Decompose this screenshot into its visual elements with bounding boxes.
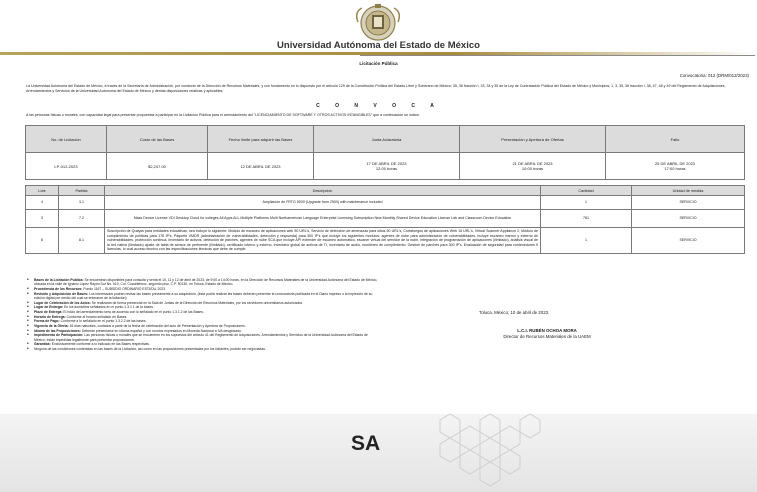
list-item xyxy=(26,347,378,351)
document-title: Licitación Pública xyxy=(359,61,398,66)
intro-paragraph: La Universidad Autónoma del Estado de México, a través de la Secretaría de Administración, por conducto de la Dirección de Recursos Materiales, y con fundamento en lo dispuesto por el artículo 129 de la Constitución Política del Estado Libre y Soberano de México; 35, 36 fracción I, 33, 34 y 35 de la Ley de Contratación Pública del Estado de México y Municipios; 1, 3, 35, 36 fracción I, 38, 47, 48 y 49 del Reglamento de Adquisiciones, Arrendamientos y Servicios de la Universidad Autónoma del Estado de México y demás disposiciones relativas y aplicables; xyxy=(26,84,726,93)
list-item xyxy=(26,305,378,309)
bases-cost: $2,247.00 xyxy=(107,153,208,180)
col-header: Descripción xyxy=(105,186,541,196)
item-label: Forma de Pago: xyxy=(34,319,60,324)
signer-name: L.C.I. RUBÉN OCHOA MORA xyxy=(517,328,577,333)
item-text: Deberán presentarse en idioma español y con montos expresados en Moneda Nacional a IVA desglosado. xyxy=(81,328,242,333)
schedule-header-row xyxy=(26,126,745,153)
fallo-date: 25 DE ABRIL DE 2023 xyxy=(654,161,696,166)
description-cell: Mass Device License VDI Desktop Cloud for colleges All Apps ALL Multiple Platforms Multi Northamerican Language Enterprise Licensing Subscription New Monthly Shared Device Education License Lab and Classroom Device Education xyxy=(105,210,541,228)
junta-cell xyxy=(314,153,460,180)
convoca-heading: C O N V O C A xyxy=(316,103,441,109)
item-text: El inicio del arrendamiento será de acuerdo con lo señalado en el punto 1.3.1.2 de las Bases. xyxy=(63,310,204,315)
item-label: Impedimento de Participación: xyxy=(34,333,84,338)
unit-cell: SERVICIO xyxy=(632,228,745,254)
item-label: Horario de Entrega: xyxy=(34,314,66,319)
list-item xyxy=(26,324,378,328)
items-header-row xyxy=(26,186,745,196)
apertura-time: 10:00 horas xyxy=(521,166,544,171)
quantity-cell: 761 xyxy=(541,210,632,228)
signer-position: Director de Recursos Materiales de la UAEM xyxy=(503,334,591,339)
list-item xyxy=(26,319,378,323)
unit-cell: SERVICIO xyxy=(632,210,745,228)
partida-cell: 3.1 xyxy=(59,196,105,210)
list-item xyxy=(26,315,378,319)
item-label: Procedencia de los Recursos: xyxy=(34,286,83,291)
col-header: Costo de las Bases xyxy=(107,126,208,153)
junta-time: 12:00 horas xyxy=(375,166,398,171)
header-rule xyxy=(360,55,755,56)
table-row xyxy=(26,210,745,228)
table-row xyxy=(26,196,745,210)
lote-cell: 8 xyxy=(26,228,59,254)
list-item xyxy=(26,329,378,333)
schedule-table xyxy=(25,125,745,180)
item-text: Ninguna de las condiciones contenidas en las bases de la Licitación, así como en las proposiciones presentadas por los licitantes, podrán ser negociadas. xyxy=(34,347,266,352)
description-cell: Suscripción de Quayss para entidades educativas, sea incluye lo siguiente: Módulo de escaneo de aplicaciones web 50 URL's, Servicio de detección de amenazas para sitios 50 URL's, Cortafuegos de aplicaciones Web 15 URL's, Virtual Scanner Appliance 2, Módulo de cumplimiento de políticas para 178 IP's, Paquete VMDR (administración de vulnerabilidades, detección y respuesta) para 300 IP's que incluye los siguientes módulos: agentes de nube para administración de vulnerabilidades, incluye escaneo interno y externo de vulnerabilidades, protección continua, inventario de activos, detección de parches, agentes de nube SCA que incluye API extender de escaneo automático, escaner virtual del servidor de la nube, integración de programación de aplicaciones (ilimitado), análisis visual de la red nativa (ilimitado) ajuste de tabla de sensor de pertinente (ilimitado), certificado interno y externo, inventario global de activos de TI, inventario de audio, monitoreo de cumplimiento. Gestión de parches para 300 IP's. Evaluación de seguridad para contenedores 5 licencias, lo cual acceso técnico con las especificaciones técnicas que debe de cumplir. xyxy=(105,228,541,254)
list-item xyxy=(26,278,378,287)
signature-block xyxy=(479,310,615,340)
list-item xyxy=(26,292,378,301)
item-label: Garantías: xyxy=(34,342,51,347)
description-cell: Ampliación de FRTG 5000 (Upgrade from 2500) with maintenance included xyxy=(105,196,541,210)
conditions-list xyxy=(26,278,378,352)
item-text: Exclusivamente conforme a lo indicado en las Bases respectivas. xyxy=(51,342,150,347)
items-table xyxy=(25,185,745,254)
university-crest-icon xyxy=(350,2,406,42)
quantity-cell: 1 xyxy=(541,196,632,210)
item-label: Revisión y Adquisición de Bases: xyxy=(34,291,89,296)
item-label: Lugar de Celebración de los Actos: xyxy=(34,300,91,305)
item-text: Los interesados podrán revisar las bases previamente a su adquisición, (ésta podrá realizar las bases deberán presentar la convocatoria publicada en el Diario impreso o la impresión de su edición digital por medio del cual se enteraron de la licitación). xyxy=(34,291,373,300)
apertura-cell xyxy=(460,153,606,180)
partida-cell: 7.2 xyxy=(59,210,105,228)
table-row xyxy=(26,228,745,254)
quantity-cell: 1 xyxy=(541,228,632,254)
col-header: Partida xyxy=(59,186,105,196)
item-text: 45 días naturales, contados a partir de la fecha de celebración del acto de Presentación y Apertura de Proposiciones. xyxy=(69,324,246,329)
item-label: Lugar de Entrega: xyxy=(34,305,64,310)
col-header: Fallo xyxy=(606,126,745,153)
item-label: Plazo de Entrega: xyxy=(34,310,63,315)
col-header: Unidad de medida xyxy=(632,186,745,196)
list-item xyxy=(26,301,378,305)
junta-date: 17 DE ABRIL DE 2023 xyxy=(366,161,407,166)
item-text: Se encuentran disponibles para consulta y venta el 10, 11 y 12 de abril de 2023, de 9:00 a 14:00 horas, en la Dirección de Recursos Materiales de la Universidad Autónoma del Estado de México, ubicada en la calle de Ignacio López Rayón Sur No. 610, Col. Cuauhtémoc, segundo piso, C.P. 50130, en Toluca, Estado de México. xyxy=(34,278,378,287)
hexagon-pattern-icon xyxy=(420,410,550,492)
item-label: Idioma de las Proposiciones: xyxy=(34,328,81,333)
footer-logo: SA xyxy=(351,432,381,455)
col-header: Cantidad xyxy=(541,186,632,196)
list-item xyxy=(26,310,378,314)
convocatoria-number: Convocatoria: 012 (DRM/012/2023) xyxy=(679,73,749,78)
place-date: Toluca, México; 10 de abril de 2023. xyxy=(479,310,550,315)
item-text: Conforme a lo señalado en el punto 1.3.2.2 de las bases. xyxy=(60,319,147,324)
col-header: Junta Aclaratoria xyxy=(314,126,460,153)
fallo-cell xyxy=(606,153,745,180)
unit-cell: SERVICIO xyxy=(632,196,745,210)
item-text: Se realizarán de forma presencial en la Sala de Juntas de la Dirección de Recursos Materiales, por los servidores universitarios autorizados. xyxy=(91,300,304,305)
col-header: Lote xyxy=(26,186,59,196)
list-item xyxy=(26,287,378,291)
deadline-date: 12 DE ABRIL DE 2023 xyxy=(208,153,314,180)
item-text: Fondo 1167 – SUBSIDIO ORDINARIO ESTATAL 2023. xyxy=(83,286,166,291)
col-header: Fecha límite para adquirir las Bases xyxy=(208,126,314,153)
list-item xyxy=(26,342,378,346)
licitacion-number: LP-012-2023 xyxy=(26,153,107,180)
invitation-paragraph: A las personas físicas o morales, con capacidad legal para presentar propuestas a participar en la Licitación Pública para el arrendamiento del "LICENCIAMIENTO DE SOFTWARE Y OTROS ACTIVOS INTANGIBLES" que a continuación se indica: xyxy=(26,113,420,117)
item-text: Las personas físicas o morales que se encuentren en los supuestos del artículo 41 del Reglamento de Adquisiciones, Arrendamientos y Servicios de la Universidad Autónoma del Estado de México, están impedidas legalmente para presentar proposiciones. xyxy=(34,333,368,342)
item-text: Conforme al horario señalado en Bases. xyxy=(66,314,128,319)
col-header: Presentación y Apertura de Ofertas xyxy=(460,126,606,153)
university-name: Universidad Autónoma del Estado de México xyxy=(277,40,480,51)
item-label: Bases de la Licitación Pública: xyxy=(34,278,84,282)
lote-cell: 3 xyxy=(26,210,59,228)
fallo-time: 17:00 horas xyxy=(664,166,686,171)
schedule-row xyxy=(26,153,745,180)
partida-cell: 8.1 xyxy=(59,228,105,254)
item-text: En los domicilios señalados en el punto 1.3.1 1 de la bases. xyxy=(63,305,154,310)
item-label: Vigencia de la Oferta: xyxy=(34,324,69,329)
col-header: No. de Licitación xyxy=(26,126,107,153)
list-item xyxy=(26,333,378,342)
apertura-date: 21 DE ABRIL DE 2023 xyxy=(512,161,553,166)
lote-cell: 4 xyxy=(26,196,59,210)
